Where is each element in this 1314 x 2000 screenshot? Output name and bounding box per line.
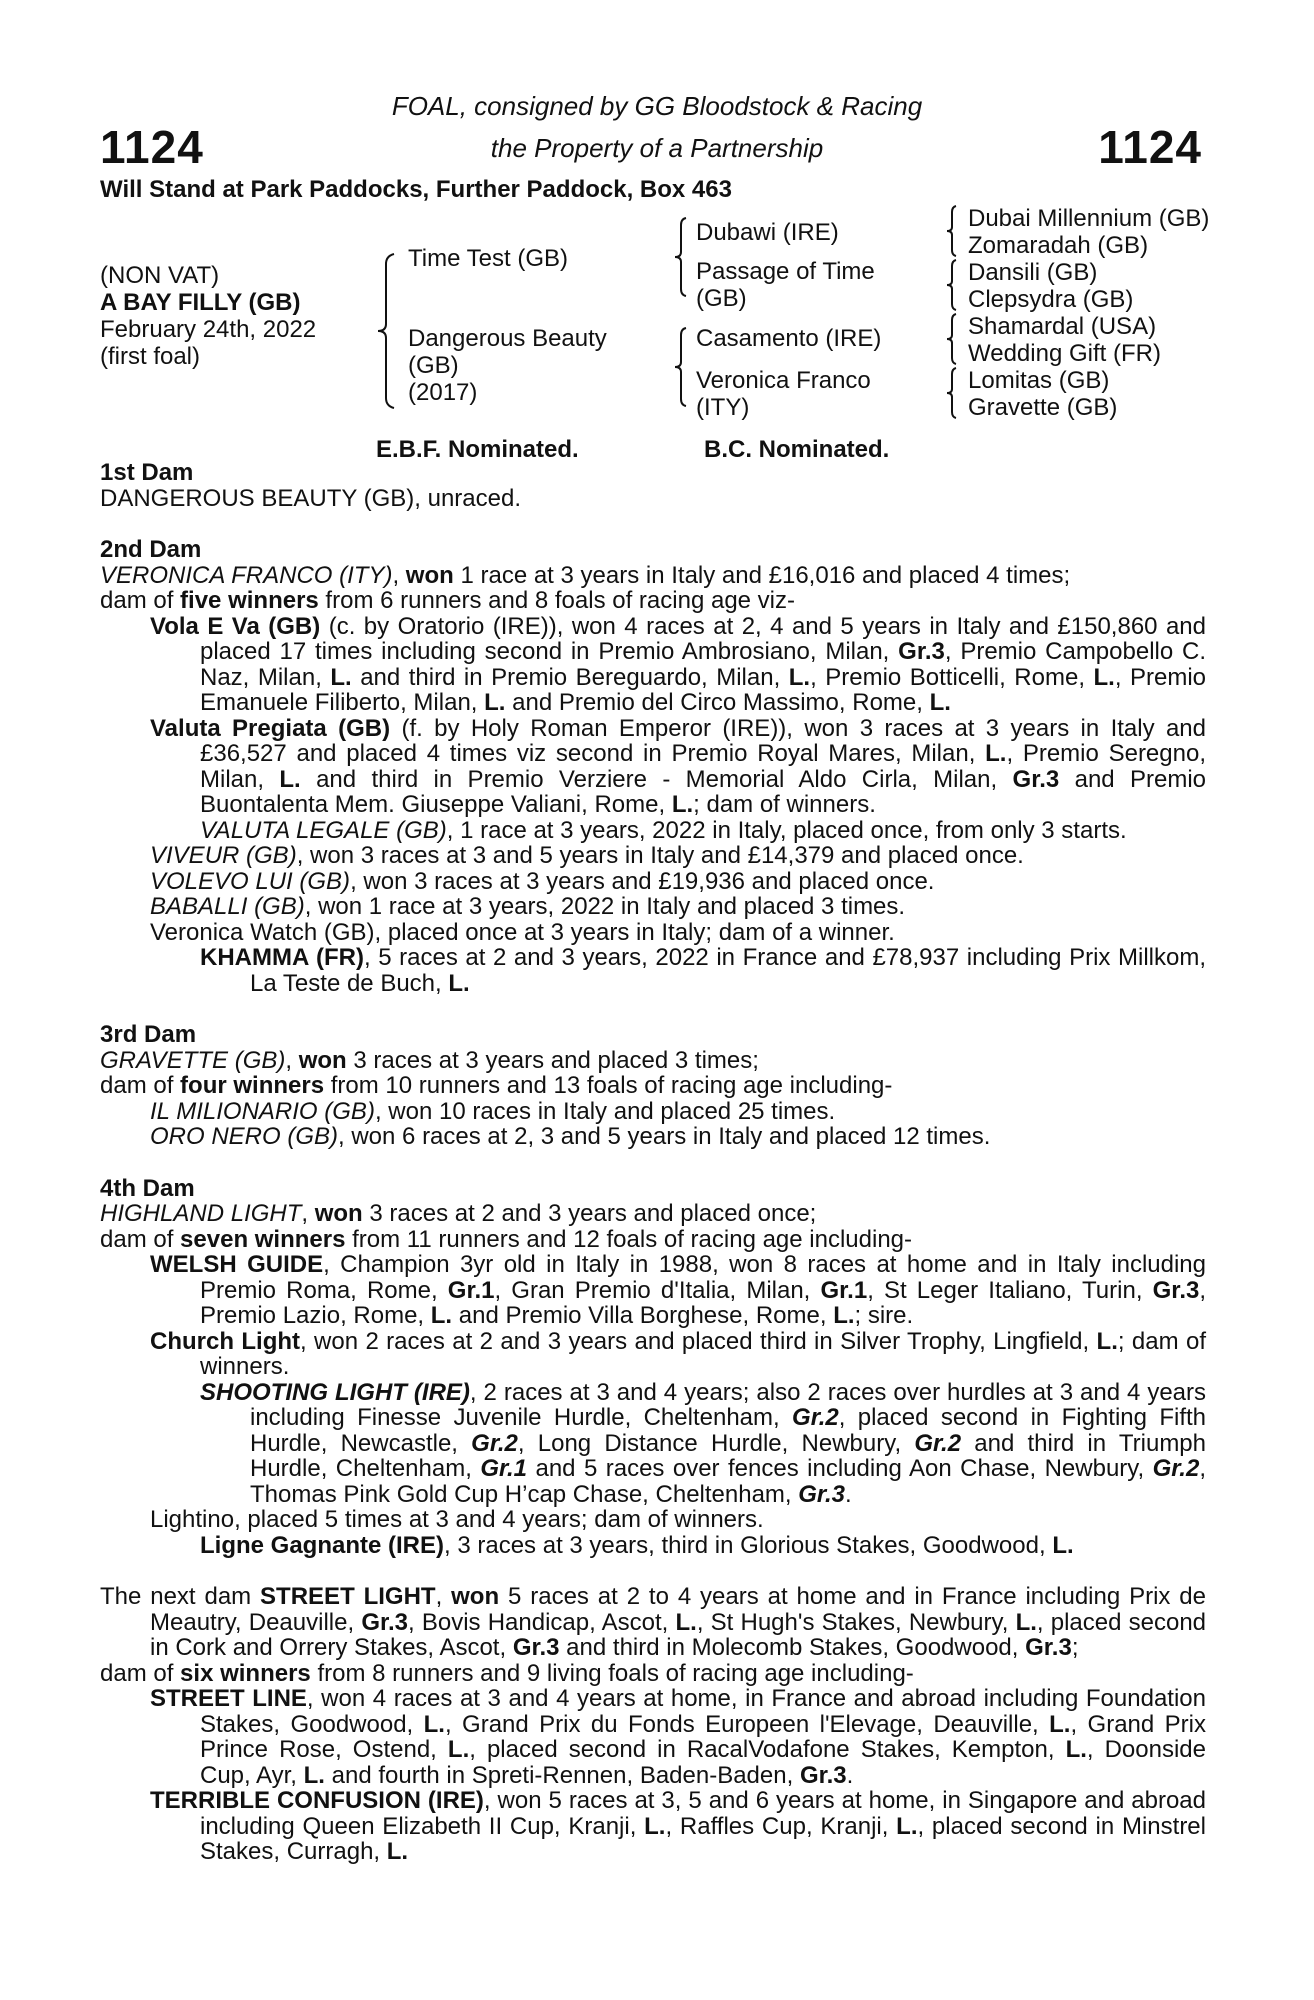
dam-dam-line-2: (ITY) [696,394,750,421]
horse-note: (first foal) [100,343,201,370]
dam-dam-line-1: Veronica Franco [696,367,871,394]
progeny-entry: VALUTA LEGALE (GB), 1 race at 3 years, 2022 in Italy, placed once, from only 3 starts. [200,816,1127,844]
fourth-dam-line-2: dam of seven winners from 11 runners and 12 foals of racing age including- [100,1225,913,1253]
bc-nominated: B.C. Nominated. [704,436,890,463]
progeny-entry: VIVEUR (GB), won 3 races at 3 and 5 years in Italy and £14,379 and placed once. [150,842,1024,869]
next-dam-line-2: dam of six winners from 8 runners and 9 living foals of racing age including- [100,1659,914,1687]
bracket-g3-3 [944,312,958,366]
dam-line-1: Dangerous Beauty [408,325,607,352]
first-dam-heading: 1st Dam [100,459,194,486]
sire-dam-line-1: Passage of Time [696,258,875,285]
progeny-entry: Vola E Va (GB) (c. by Oratorio (IRE)), won 4 races at 2, 4 and 5 years in Italy and £150,860 and placed 17 times including second in Premio Ambrosiano, Milan, Gr.3, Premio Campobello C. Naz, Milan, L. and third in Premio Bereguardo, Milan, L., Premio Botticelli, Rome, L., Premio Emanuele Filiberto, Milan, L. and Premio del Circo Massimo, Rome, L. [150,612,1207,716]
next-dam [100,1584,1206,1865]
ebf-nominated: E.B.F. Nominated. [376,436,579,463]
horse-dob: February 24th, 2022 [100,316,317,343]
bracket-g3-1 [944,204,958,258]
fourth-dam-line-1: HIGHLAND LIGHT, won 3 races at 2 and 3 years and placed once; [100,1200,817,1227]
progeny-entry: Valuta Pregiata (GB) (f. by Holy Roman Emperor (IRE)), won 3 races at 3 years in Italy and £36,527 and placed 4 times viz second in Premio Royal Mares, Milan, L., Premio Seregno, Milan, L. and third in Premio Verziere - Memorial Aldo Cirla, Milan, Gr.3 and Premio Buontalenta Mem. Giuseppe Valiani, Rome, L.; dam of winners. [150,714,1207,818]
gg-8: Gravette (GB) [968,394,1118,421]
second-dam-heading: 2nd Dam [100,536,202,563]
lot-number-left: 1124 [100,121,204,173]
progeny-entry: Ligne Gagnante (IRE), 3 races at 3 years, third in Glorious Stakes, Goodwood, L. [200,1531,1074,1559]
catalogue-body [100,460,1206,1865]
second-dam-line-2: dam of five winners from 6 runners and 8 foals of racing age viz- [100,587,796,614]
progeny-entry: ORO NERO (GB), won 6 races at 2, 3 and 5 years in Italy and placed 12 times. [150,1123,991,1150]
first-dam [100,460,1206,511]
gg-3: Dansili (GB) [968,259,1098,286]
fourth-dam [100,1176,1206,1559]
gg-7: Lomitas (GB) [968,367,1110,394]
second-dam-line-1: VERONICA FRANCO (ITY), won 1 race at 3 years in Italy and £16,016 and placed 4 times; [100,561,1071,589]
third-dam [100,1022,1206,1150]
dam-line-2: (GB) [408,352,459,379]
lot-number-right: 1124 [1098,121,1202,173]
stand-location: Will Stand at Park Paddocks, Further Paddock, Box 463 [100,176,732,203]
dam-line-3: (2017) [408,379,478,406]
third-dam-line-2: dam of four winners from 10 runners and 13 foals of racing age including- [100,1072,893,1099]
progeny-entry: Lightino, placed 5 times at 3 and 4 years; dam of winners. [150,1506,764,1533]
gg-6: Wedding Gift (FR) [968,340,1161,367]
gg-5: Shamardal (USA) [968,313,1157,340]
gg-4: Clepsydra (GB) [968,286,1134,313]
progeny-entry: VOLEVO LUI (GB), won 3 races at 3 years and £19,936 and placed once. [150,867,935,895]
progeny-entry: BABALLI (GB), won 1 race at 3 years, 2022 in Italy and placed 3 times. [150,893,906,920]
progeny-entry: STREET LINE, won 4 races at 3 and 4 years at home, in France and abroad including Foundation Stakes, Goodwood, L., Grand Prix du Fonds Europeen l'Elevage, Deauville, L., Grand Prix Prince Rose, Ostend, L., placed second in RacalVodafone Stakes, Kempton, L., Doonside Cup, Ayr, L. and fourth in Spreti-Rennen, Baden-Baden, Gr.3. [150,1685,1207,1789]
gg-2: Zomaradah (GB) [968,232,1149,259]
progeny-entry: IL MILIONARIO (GB), won 10 races in Italy and placed 25 times. [150,1097,836,1125]
progeny-entry: SHOOTING LIGHT (IRE), 2 races at 3 and 4 years; also 2 races over hurdles at 3 and 4 years including Finesse Juvenile Hurdle, Cheltenham, Gr.2, placed second in Fighting Fifth Hurdle, Newcastle, Gr.2, Long Distance Hurdle, Newbury, Gr.2 and third in Triumph Hurdle, Cheltenham, Gr.1 and 5 races over fences including Aon Chase, Newbury, Gr.2, Thomas Pink Gold Cup H’cap Chase, Cheltenham, Gr.3. [200,1378,1207,1508]
first-dam-text: DANGEROUS BEAUTY (GB), unraced. [100,484,522,512]
horse-name: A BAY FILLY (GB) [100,289,301,316]
progeny-entry: TERRIBLE CONFUSION (IRE), won 5 races at 3, 5 and 6 years at home, in Singapore and abroad including Queen Elizabeth II Cup, Kranji, L., Raffles Cup, Kranji, L., placed second in Minstrel Stakes, Curragh, L. [150,1787,1207,1865]
next-dam-line-1: The next dam STREET LIGHT, won 5 races at 2 to 4 years at home and in France including Prix de Meautry, Deauville, Gr.3, Bovis Handicap, Ascot, L., St Hugh's Stakes, Newbury, L., placed second in Cork and Orrery Stakes, Ascot, Gr.3 and third in Molecomb Stakes, Goodwood, Gr.3; [100,1583,1207,1661]
progeny-entry: WELSH GUIDE, Champion 3yr old in Italy in 1988, won 8 races at home and in Italy including Premio Roma, Rome, Gr.1, Gran Premio d'Italia, Milan, Gr.1, St Leger Italiano, Turin, Gr.3, Premio Lazio, Rome, L. and Premio Villa Borghese, Rome, L.; sire. [150,1251,1207,1329]
progeny-entry: Church Light, won 2 races at 2 and 3 years and placed third in Silver Trophy, Lingfield, L.; dam of winners. [150,1327,1206,1380]
bracket-g3-4 [944,366,958,420]
sire-sire: Dubawi (IRE) [696,219,839,246]
dam-sire: Casamento (IRE) [696,325,882,352]
progeny-entry: KHAMMA (FR), 5 races at 2 and 3 years, 2022 in France and £78,937 including Prix Millkom, La Teste de Buch, L. [200,944,1206,997]
third-dam-line-1: GRAVETTE (GB), won 3 races at 3 years and placed 3 times; [100,1046,759,1074]
bracket-g3-2 [944,258,958,312]
consignment-line-2: the Property of a Partnership [490,133,824,163]
dam-bracket [672,326,688,408]
consignment [0,85,1314,169]
pedigree-bracket [374,252,396,410]
sire-dam-line-2: (GB) [696,285,747,312]
sire: Time Test (GB) [408,245,569,272]
consignment-line-1: FOAL, consigned by GG Bloodstock & Racing [391,91,923,121]
progeny-entry: Veronica Watch (GB), placed once at 3 years in Italy; dam of a winner. [150,918,895,946]
horse-vat: (NON VAT) [100,262,220,289]
third-dam-heading: 3rd Dam [100,1021,197,1048]
sire-bracket [672,216,688,298]
fourth-dam-heading: 4th Dam [100,1174,195,1202]
second-dam [100,537,1206,996]
gg-1: Dubai Millennium (GB) [968,205,1210,232]
